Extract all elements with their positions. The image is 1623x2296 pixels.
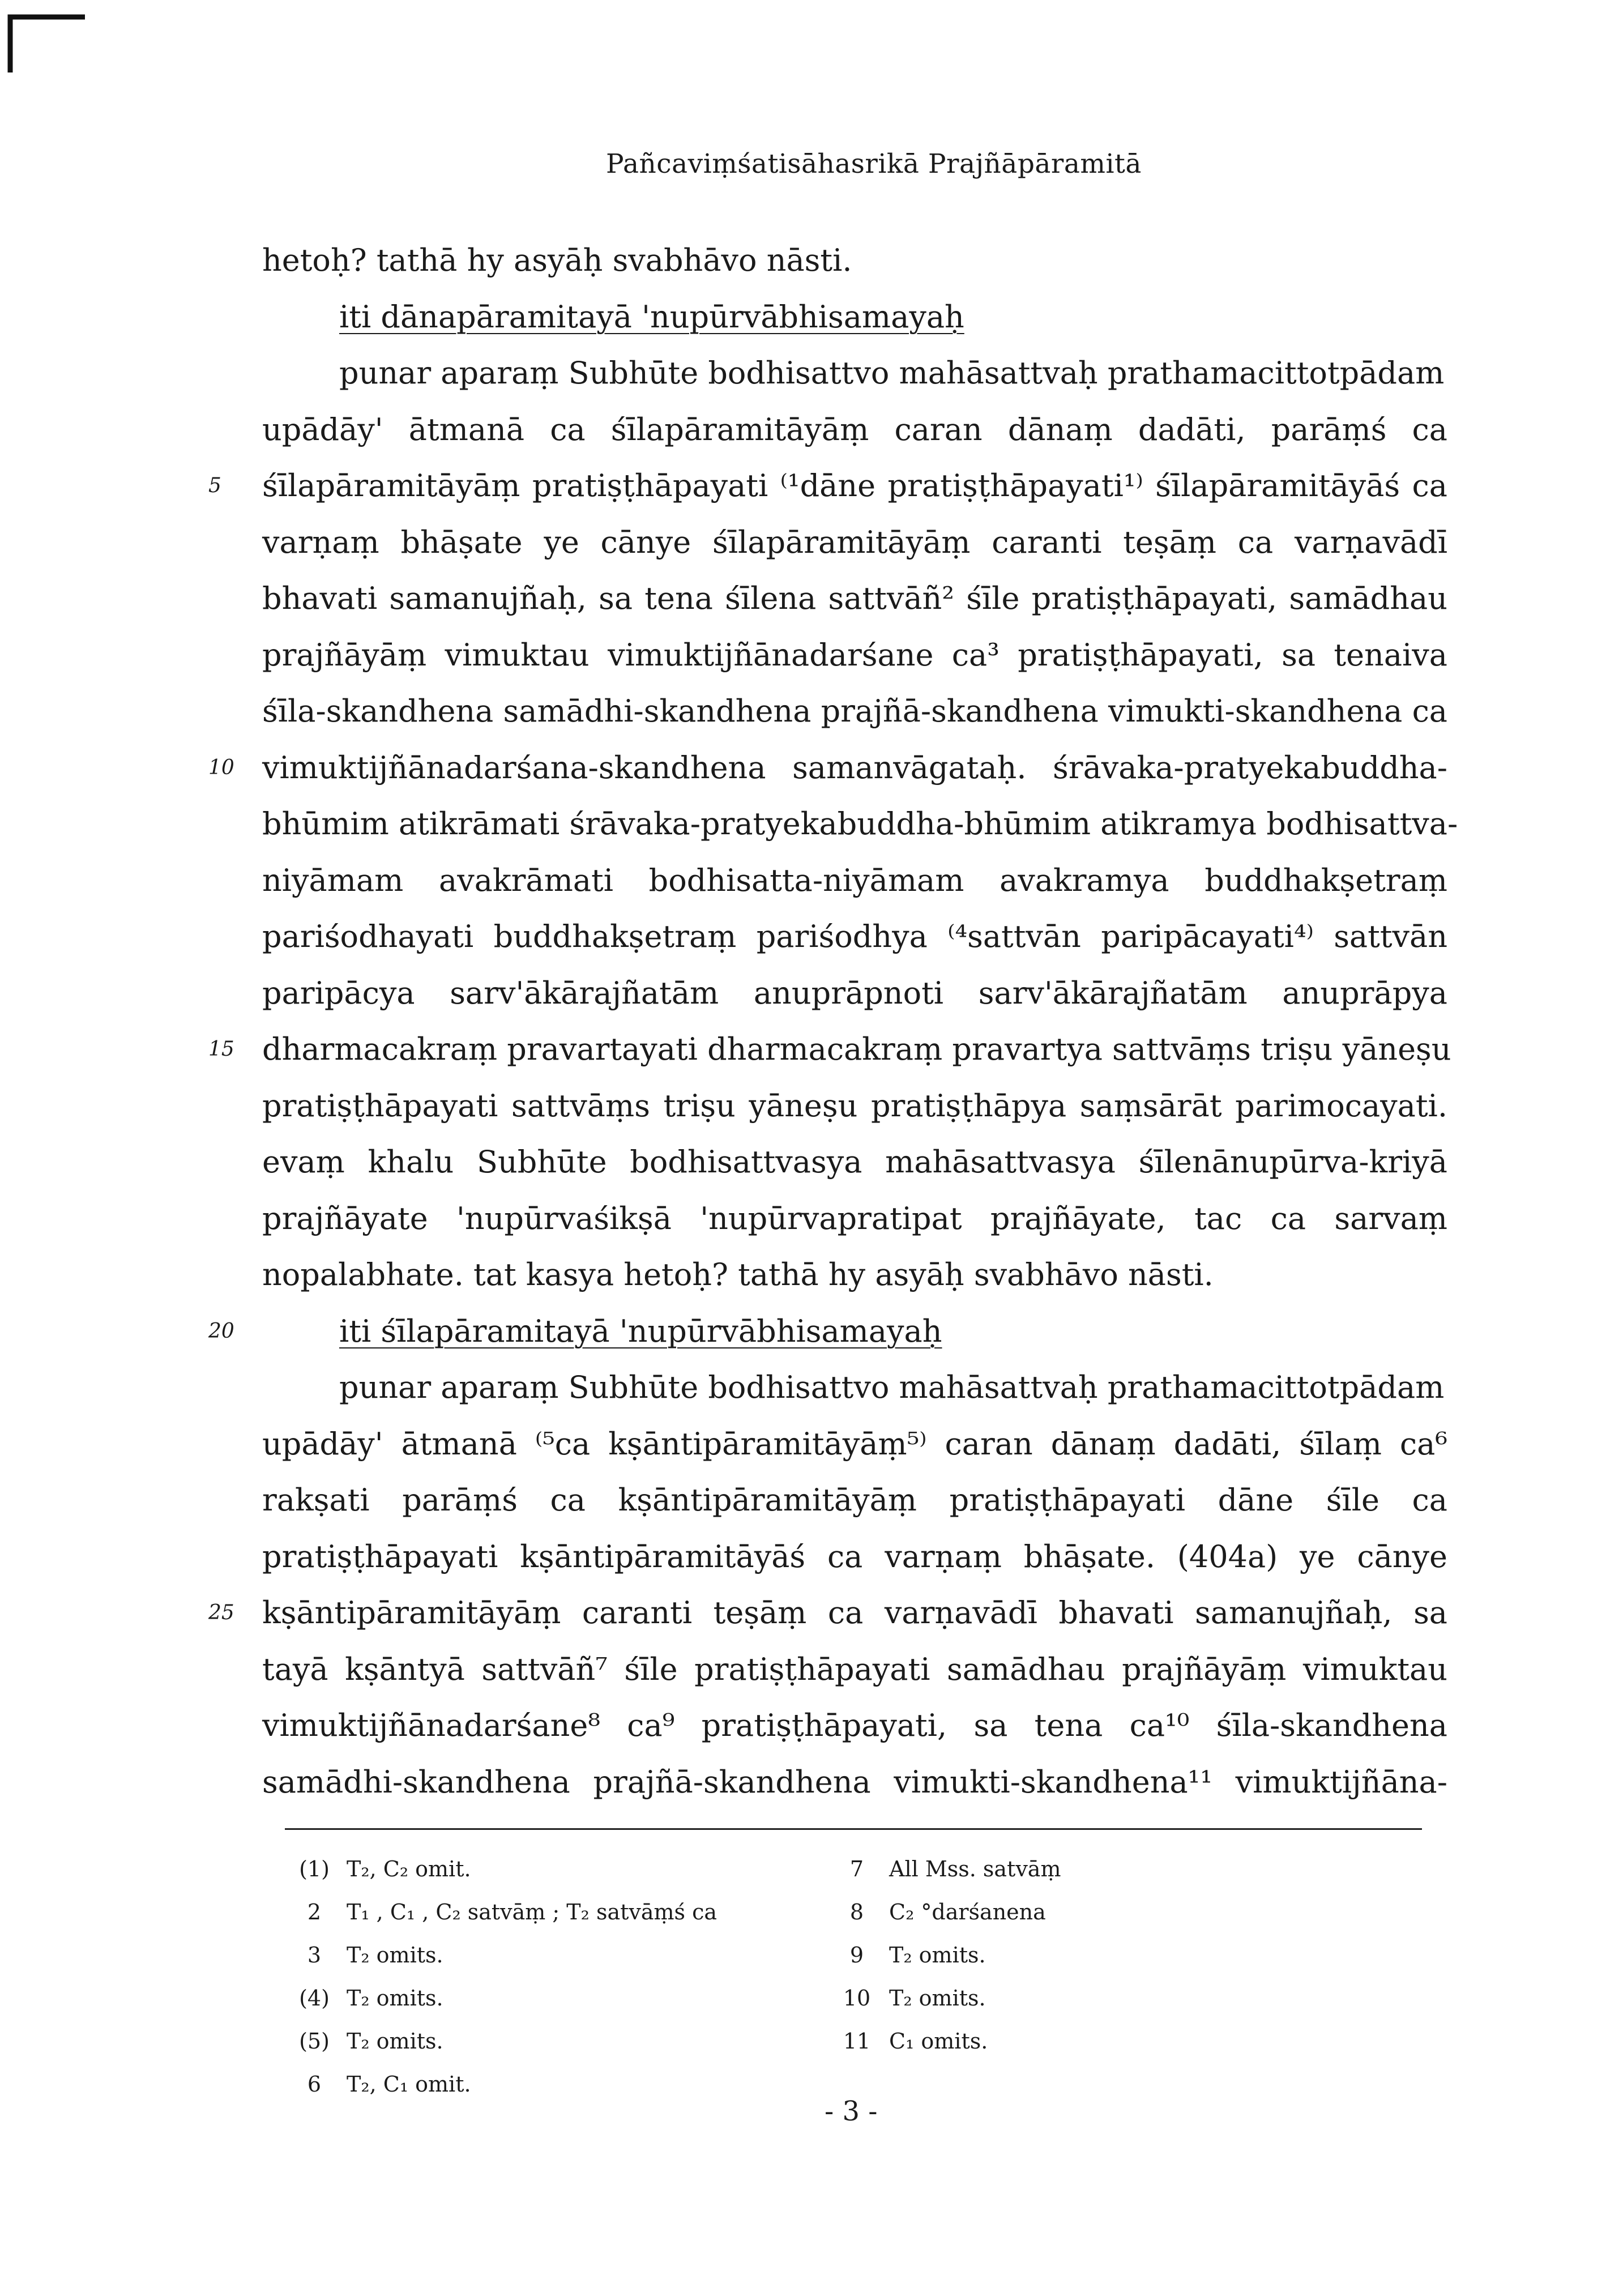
footnote-text: C₁ omits. <box>889 2029 988 2054</box>
text-line <box>262 402 1447 458</box>
text-line <box>208 458 1447 514</box>
text-line <box>262 852 1447 909</box>
footnote <box>294 1847 717 1890</box>
page-number: - 3 - <box>825 2096 878 2127</box>
text-line <box>208 740 1447 796</box>
footnotes-right-column <box>837 1847 1061 2063</box>
text-line <box>262 345 1447 402</box>
line-text: pariśodhayati buddhakṣetraṃ pariśodhya ⁽⁴sattvān paripācayati⁴⁾ sattvān <box>262 919 1447 954</box>
line-text: rakṣati parāṃś ca kṣāntipāramitāyāṃ pratiṣṭhāpayati dāne śīle ca <box>262 1482 1447 1518</box>
footnote <box>837 2020 1061 2063</box>
line-number: 20 <box>208 1319 234 1343</box>
footnote-number: 8 <box>849 1900 864 1924</box>
line-text: vimuktijñānadarśana-skandhena samanvāgataḥ. śrāvaka-pratyekabuddha- <box>262 749 1447 786</box>
line-number: 15 <box>208 1038 234 1061</box>
text-line <box>262 1754 1447 1811</box>
footnote-number: 7 <box>849 1857 864 1881</box>
footnote <box>837 1977 1061 2020</box>
text-line <box>262 514 1447 571</box>
footnote-number: 6 <box>307 2072 322 2097</box>
line-text: samādhi-skandhena prajñā-skandhena vimukti-skandhena¹¹ vimuktijñāna- <box>262 1764 1447 1800</box>
text-line <box>262 232 1447 289</box>
text-line <box>262 796 1458 852</box>
footnote <box>294 2063 717 2106</box>
footnote-text: T₂ omits. <box>347 2029 443 2054</box>
text-line <box>262 1641 1447 1698</box>
line-text: upādāy' ātmanā ⁽⁵ca kṣāntipāramitāyāṃ⁵⁾ caran dānaṃ dadāti, śīlaṃ ca⁶ <box>262 1426 1447 1462</box>
line-text: prajñāyāṃ vimuktau vimuktijñānadarśane ca³ pratiṣṭhāpayati, sa tenaiva <box>262 637 1447 673</box>
text-line <box>262 1078 1447 1134</box>
text-line <box>262 965 1447 1022</box>
text-line <box>262 1134 1447 1190</box>
footnote <box>837 1847 1061 1890</box>
footnote-text: T₂ omits. <box>889 1986 986 2011</box>
footnote-number: (4) <box>299 1986 330 2011</box>
footnote <box>837 1890 1061 1934</box>
footnotes-left-column <box>294 1847 717 2106</box>
section-heading: iti śīlapāramitayā 'nupūrvābhisamayaḥ <box>339 1313 942 1349</box>
line-text: punar aparaṃ Subhūte bodhisattvo mahāsattvaḥ prathamacittotpādam <box>339 355 1445 391</box>
footnote <box>837 1934 1061 1977</box>
line-number: 25 <box>208 1601 234 1624</box>
line-text: upādāy' ātmanā ca śīlapāramitāyāṃ caran dānaṃ dadāti, parāṃś ca <box>262 411 1447 447</box>
line-number: 10 <box>208 756 234 779</box>
line-text: nopalabhate. tat kasya hetoḥ? tathā hy asyāḥ svabhāvo nāsti. <box>262 1257 1214 1292</box>
footnote <box>294 1890 717 1934</box>
section-heading: iti dānapāramitayā 'nupūrvābhisamayaḥ <box>339 298 964 335</box>
footnote-separator <box>285 1828 1422 1830</box>
line-text: kṣāntipāramitāyāṃ caranti teṣāṃ ca varṇavādī bhavati samanujñaḥ, sa <box>262 1595 1447 1631</box>
text-line <box>262 570 1447 627</box>
footnote <box>294 1934 717 1977</box>
line-text: śīla-skandhena samādhi-skandhena prajñā-skandhena vimukti-skandhena ca <box>262 693 1447 729</box>
text-line <box>262 1416 1447 1473</box>
footnote-text: T₂ omits. <box>347 1986 443 2011</box>
footnote-number: 2 <box>307 1900 322 1924</box>
text-line <box>208 1303 1447 1360</box>
footnote-number: 9 <box>849 1943 864 1968</box>
footnote-text: T₂, C₂ omit. <box>347 1857 471 1881</box>
text-line <box>262 1697 1447 1754</box>
line-text: hetoḥ? tathā hy asyāḥ svabhāvo nāsti. <box>262 242 852 278</box>
footnote-text: C₂ °darśanena <box>889 1900 1046 1924</box>
line-text: paripācya sarv'ākārajñatām anuprāpnoti sarv'ākārajñatām anuprāpya <box>262 975 1447 1011</box>
footnote-text: T₂ omits. <box>347 1943 443 1968</box>
line-text: vimuktijñānadarśane⁸ ca⁹ pratiṣṭhāpayati, sa tena ca¹⁰ śīla-skandhena <box>262 1708 1447 1743</box>
footnote-number: 3 <box>307 1943 322 1968</box>
page-header-title: Pañcaviṃśatisāhasrikā Prajñāpāramitā <box>606 148 1142 180</box>
line-text: pratiṣṭhāpayati sattvāṃs triṣu yāneṣu pratiṣṭhāpya saṃsārāt parimocayati. <box>262 1087 1447 1124</box>
text-line <box>262 908 1447 965</box>
footnote-text: All Mss. satvāṃ <box>889 1857 1061 1881</box>
footnote-number: (5) <box>299 2029 330 2054</box>
line-text: pratiṣṭhāpayati kṣāntipāramitāyāś ca varṇaṃ bhāṣate. (404a) ye cānye <box>262 1538 1447 1574</box>
line-text: bhūmim atikrāmati śrāvaka-pratyekabuddha-bhūmim atikramya bodhisattva- <box>262 806 1458 842</box>
line-text: niyāmam avakrāmati bodhisatta-niyāmam avakramya buddhakṣetraṃ <box>262 862 1447 898</box>
text-line <box>262 1247 1447 1303</box>
text-line <box>208 1021 1451 1078</box>
line-text: śīlapāramitāyāṃ pratiṣṭhāpayati ⁽¹dāne pratiṣṭhāpayati¹⁾ śīlapāramitāyāś ca <box>262 468 1447 503</box>
footnote-text: T₂ omits. <box>889 1943 986 1968</box>
footnote-number: (1) <box>299 1857 330 1881</box>
text-line <box>208 1585 1447 1641</box>
text-line <box>262 1359 1447 1416</box>
text-line <box>262 289 1447 345</box>
text-line <box>262 1472 1447 1529</box>
scan-corner-mark <box>0 0 85 85</box>
footnote <box>294 2020 717 2063</box>
footnote <box>294 1977 717 2020</box>
sanskrit-text-body <box>208 232 1458 1810</box>
line-text: tayā kṣāntyā sattvāñ⁷ śīle pratiṣṭhāpayati samādhau prajñāyāṃ vimuktau <box>262 1651 1447 1687</box>
footnote-number: 11 <box>843 2029 871 2054</box>
text-line <box>262 627 1447 684</box>
footnote-text: T₁ , C₁ , C₂ satvāṃ ; T₂ satvāṃś ca <box>347 1900 717 1924</box>
line-text: evaṃ khalu Subhūte bodhisattvasya mahāsattvasya śīlenānupūrva-kriyā <box>262 1144 1447 1180</box>
text-line <box>262 1190 1447 1247</box>
footnote-text: T₂, C₁ omit. <box>347 2072 471 2097</box>
line-text: bhavati samanujñaḥ, sa tena śīlena sattvāñ² śīle pratiṣṭhāpayati, samādhau <box>262 581 1447 616</box>
footnote-number: 10 <box>843 1986 871 2011</box>
text-line <box>262 683 1447 740</box>
line-text: varṇaṃ bhāṣate ye cānye śīlapāramitāyāṃ caranti teṣāṃ ca varṇavādī <box>262 524 1447 560</box>
text-line <box>262 1529 1447 1585</box>
line-text: dharmacakraṃ pravartayati dharmacakraṃ pravartya sattvāṃs triṣu yāneṣu <box>262 1031 1451 1067</box>
line-text: prajñāyate 'nupūrvaśikṣā 'nupūrvapratipat prajñāyate, tac ca sarvaṃ <box>262 1200 1447 1236</box>
line-number: 5 <box>208 474 221 497</box>
line-text: punar aparaṃ Subhūte bodhisattvo mahāsattvaḥ prathamacittotpādam <box>339 1369 1445 1405</box>
